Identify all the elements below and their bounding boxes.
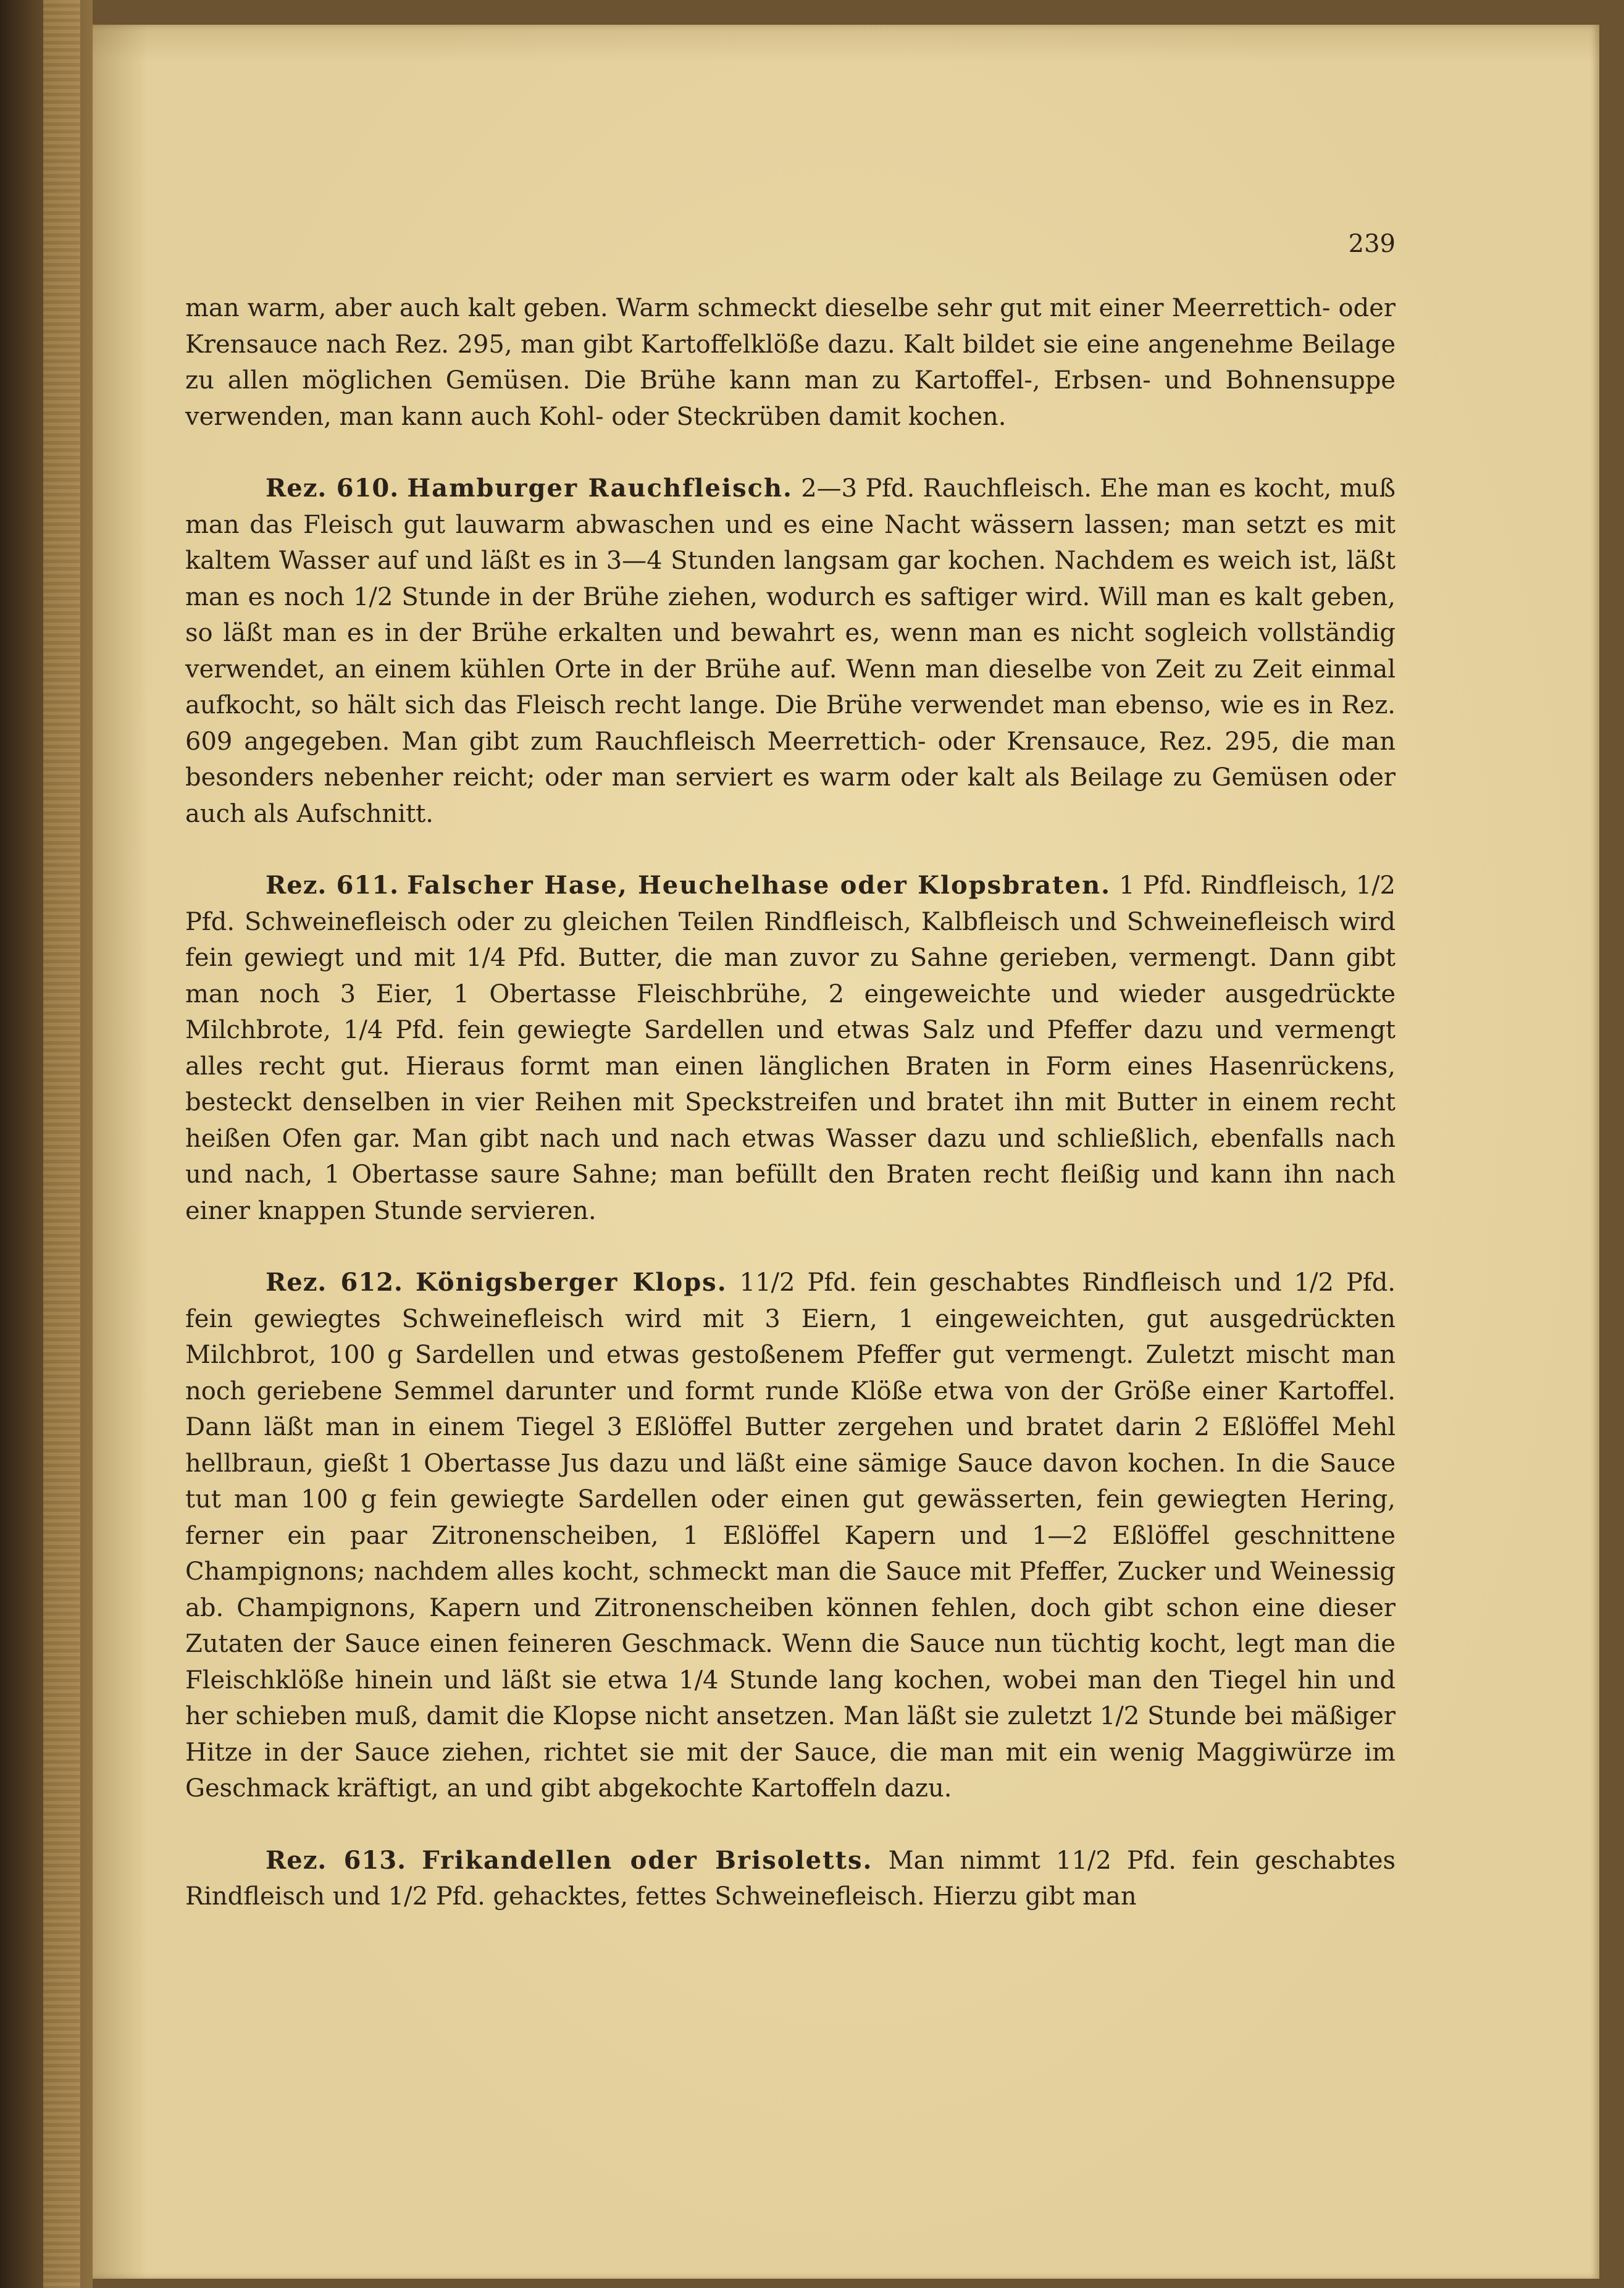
page-number: 239 bbox=[1348, 230, 1396, 258]
recipe-text: Man nimmt 11/2 Pfd. fein geschabtes Rindfleisch und 1/2 Pfd. gehacktes, fettes Schweinefleisch. Hierzu gibt man bbox=[185, 1846, 1396, 1911]
recipe-610 bbox=[185, 471, 1396, 832]
intro-paragraph: man warm, aber auch kalt geben. Warm schmeckt dieselbe sehr gut mit einer Meerrettich- oder Krensauce nach Rez. 295, man gibt Kartoffelklöße dazu. Kalt bildet sie eine angenehme Beilage zu allen möglichen Gemüsen. Die Brühe kann man zu Kartoffel-, Erbsen- und Bohnensuppe verwenden, man kann auch Kohl- oder Steckrüben damit kochen. bbox=[185, 294, 1396, 431]
recipe-title: Frikandellen oder Brisoletts. bbox=[422, 1845, 873, 1875]
recipe-text: 11/2 Pfd. fein geschabtes Rindfleisch und 1/2 Pfd. fein gewiegtes Schweinefleisch wird mit 3 Eiern, 1 eingeweichten, gut ausgedrückten Milchbrot, 100 g Sardellen und etwas gestoßenem Pfeffer gut vermengt. Zuletzt mischt man noch geriebene Semmel darunter und formt runde Klöße etwa von der Größe einer Kartoffel. Dann läßt man in einem Tiegel 3 Eßlöffel Butter zergehen und bratet darin 2 Eßlöffel Mehl hellbraun, gießt 1 Obertasse Jus dazu und läßt eine sämige Sauce davon kochen. In die Sauce tut man 100 g fein gewiegte Sardellen oder einen gut gewässerten, fein gewiegten Hering, ferner ein paar Zitronenscheiben, 1 Eßlöffel Kapern und 1—2 Eßlöffel geschnittene Champignons; nachdem alles kocht, schmeckt man die Sauce mit Pfeffer, Zucker und Weinessig ab. Champignons, Kapern und Zitronenscheiben können fehlen, doch gibt schon eine dieser Zutaten der Sauce einen feineren Geschmack. Wenn die Sauce nun tüchtig kocht, legt man die Fleischklöße hinein und läßt sie etwa 1/4 Stunde lang kochen, wobei man den Tiegel hin und her schieben muß, damit die Klopse nicht ansetzen. Man läßt sie zuletzt 1/2 Stunde bei mäßiger Hitze in der Sauce ziehen, richtet sie mit der Sauce, die man mit ein wenig Maggiwürze im Geschmack kräftigt, an und gibt abgekochte Kartoffeln dazu. bbox=[185, 1268, 1396, 1803]
recipe-number: Rez. 610. bbox=[266, 474, 400, 503]
recipe-number: Rez. 611. bbox=[266, 871, 400, 900]
recipe-title: Falscher Hase, Heuchelhase oder Klopsbraten. bbox=[407, 871, 1111, 900]
recipe-text: 1 Pfd. Rindfleisch, 1/2 Pfd. Schweinefleisch oder zu gleichen Teilen Rindfleisch, Kalbfleisch und Schweinefleisch wird fein gewiegt und mit 1/4 Pfd. Butter, die man zuvor zu Sahne gerieben, vermengt. Dann gibt man noch 3 Eier, 1 Obertasse Fleischbrühe, 2 eingeweichte und wieder ausgedrückte Milchbrote, 1/4 Pfd. fein gewiegte Sardellen und etwas Salz und Pfeffer dazu und vermengt alles recht gut. Hieraus formt man einen länglichen Braten in Form eines Hasenrückens, besteckt denselben in vier Reihen mit Speckstreifen und bratet ihn mit Butter in einem recht heißen Ofen gar. Man gibt nach und nach etwas Wasser dazu und schließlich, ebenfalls nach und nach, 1 Obertasse saure Sahne; man befüllt den Braten recht fleißig und kann ihn nach einer knappen Stunde servieren. bbox=[185, 871, 1396, 1225]
page-body bbox=[185, 290, 1396, 1915]
page-edges bbox=[43, 0, 80, 2288]
recipe-title: Königsberger Klops. bbox=[416, 1268, 727, 1297]
recipe-text: 2—3 Pfd. Rauchfleisch. Ehe man es kocht, muß man das Fleisch gut lauwarm abwaschen und es eine Nacht wässern lassen; man setzt es mit kaltem Wasser auf und läßt es in 3—4 Stunden langsam gar kochen. Nachdem es weich ist, läßt man es noch 1/2 Stunde in der Brühe ziehen, wodurch es saftiger wird. Will man es kalt geben, so läßt man es in der Brühe erkalten und bewahrt es, wenn man es nicht sogleich vollständig verwendet, an einem kühlen Orte in der Brühe auf. Wenn man dieselbe von Zeit zu Zeit einmal aufkocht, so hält sich das Fleisch recht lange. Die Brühe verwendet man ebenso, wie es in Rez. 609 angegeben. Man gibt zum Rauchfleisch Meerrettich- oder Krensauce, Rez. 295, die man besonders nebenher reicht; oder man serviert es warm oder kalt als Beilage zu Gemüsen oder auch als Aufschnitt. bbox=[185, 474, 1396, 828]
recipe-613 bbox=[185, 1843, 1396, 1915]
recipe-611 bbox=[185, 868, 1396, 1229]
recipe-title: Hamburger Rauchfleisch. bbox=[407, 474, 793, 503]
recipe-number: Rez. 612. bbox=[266, 1268, 403, 1297]
recipe-number: Rez. 613. bbox=[266, 1845, 407, 1875]
recipe-612 bbox=[185, 1265, 1396, 1807]
